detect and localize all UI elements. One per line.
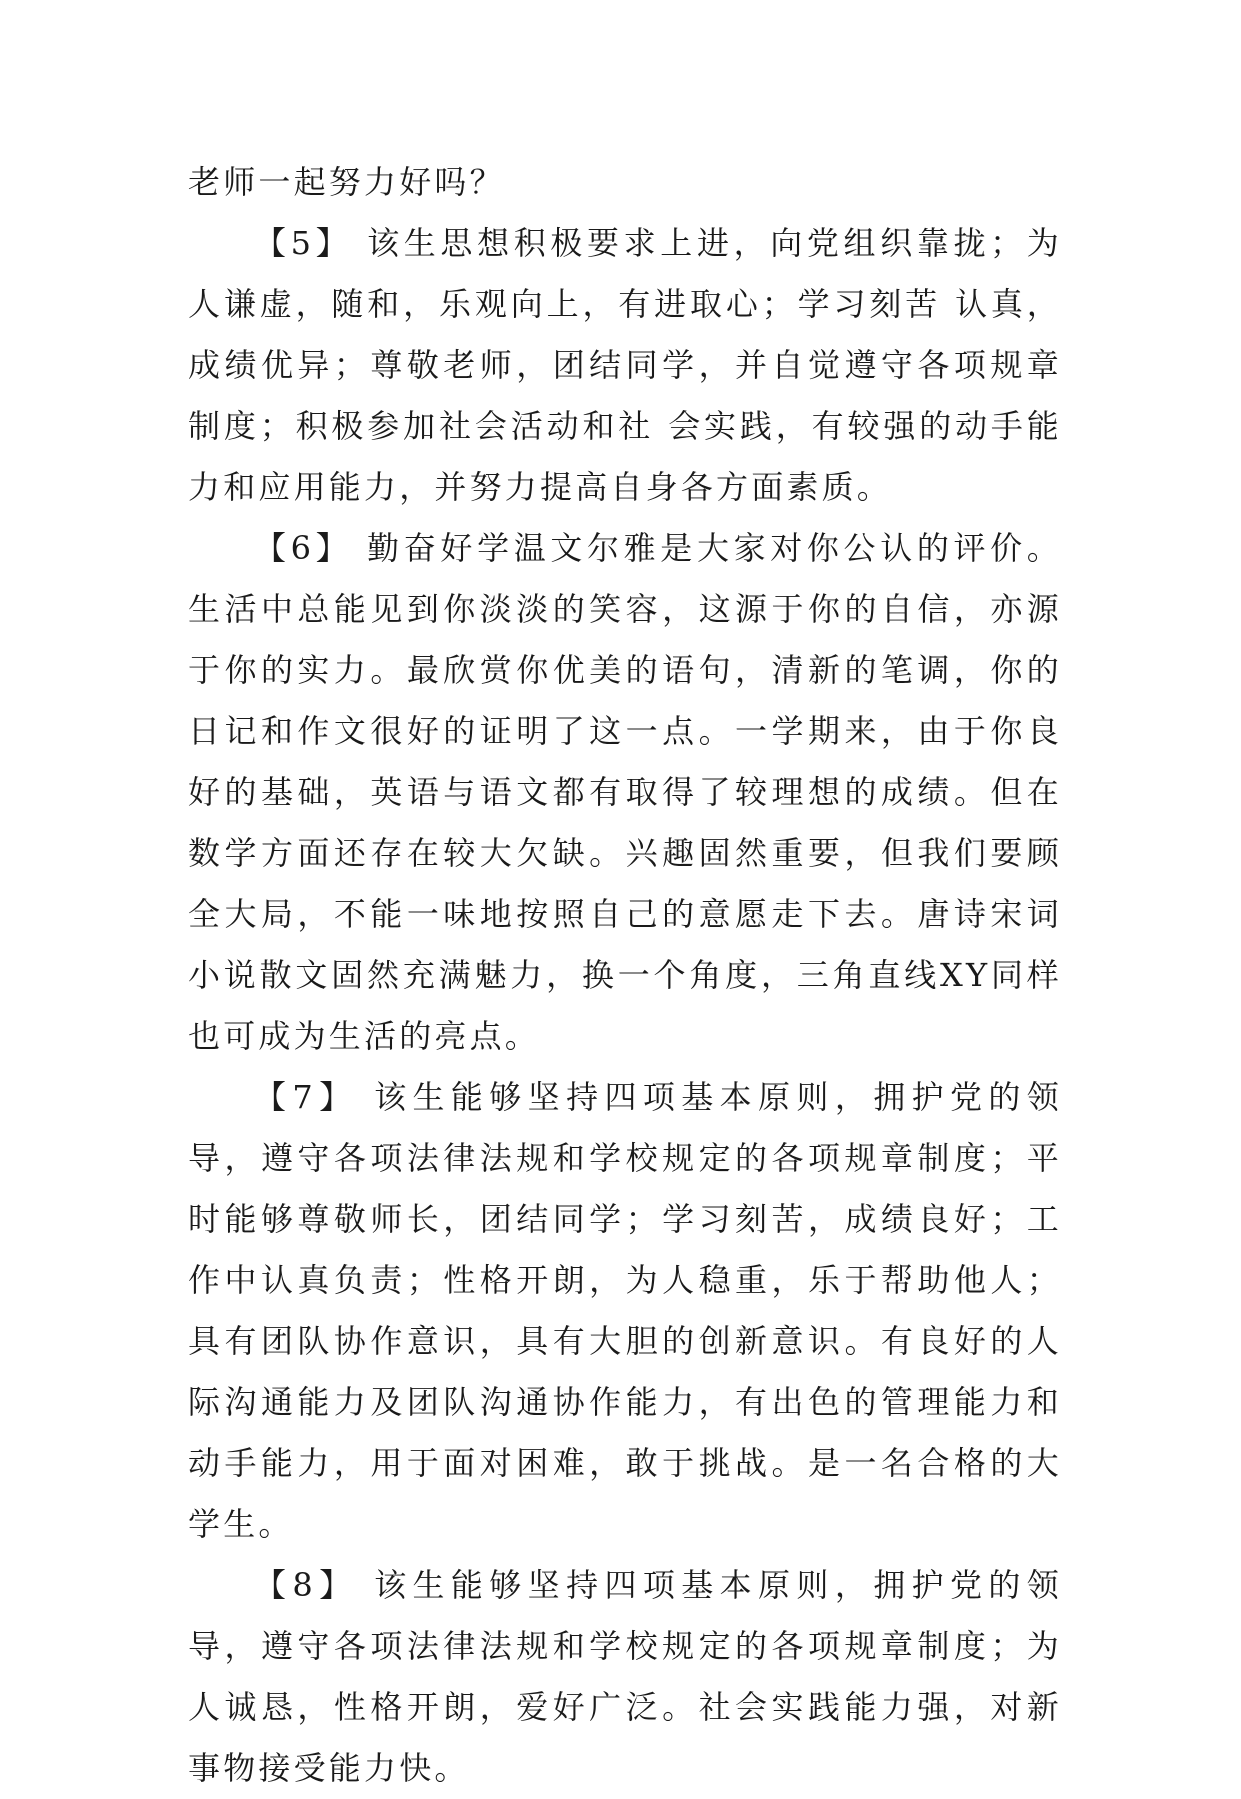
paragraph-comment-6: 【6】 勤奋好学温文尔雅是大家对你公认的评价。生活中总能见到你淡淡的笑容，这源于你的自信，亦源于你的实力。最欣赏你优美的语句，清新的笔调，你的日记和作文很好的证明了这一点。一学期来，由于你良好的基础，英语与语文都有取得了较理想的成绩。但在数学方面还存在较大欠缺。兴趣固然重要，但我们要顾全大局，不能一味地按照自己的意愿走下去。唐诗宋词小说散文固然充满魅力，换一个角度，三角直线XY同样也可成为生活的亮点。 — [188, 529, 1062, 1055]
paragraph-comment-8: 【8】 该生能够坚持四项基本原则，拥护党的领导，遵守各项法律法规和学校规定的各项规章制度；为人诚恳，性格开朗，爱好广泛。社会实践能力强，对新事物接受能力快。 — [188, 1566, 1062, 1787]
paragraph-continuation: 老师一起努力好吗？ — [188, 163, 505, 201]
document-body — [188, 152, 1062, 1799]
paragraph-comment-5: 【5】 该生思想积极要求上进，向党组织靠拢；为人谦虚，随和，乐观向上，有进取心；学习刻苦 认真，成绩优异；尊敬老师，团结同学，并自觉遵守各项规章制度；积极参加社会活动和社 会实践，有较强的动手能力和应用能力，并努力提高自身各方面素质。 — [188, 224, 1062, 506]
paragraph-comment-7: 【7】 该生能够坚持四项基本原则，拥护党的领导，遵守各项法律法规和学校规定的各项规章制度；平时能够尊敬师长，团结同学；学习刻苦，成绩良好；工作中认真负责；性格开朗，为人稳重，乐于帮助他人；具有团队协作意识，具有大胆的创新意识。有良好的人际沟通能力及团队沟通协作能力，有出色的管理能力和动手能力，用于面对困难，敢于挑战。是一名合格的大学生。 — [188, 1078, 1062, 1543]
